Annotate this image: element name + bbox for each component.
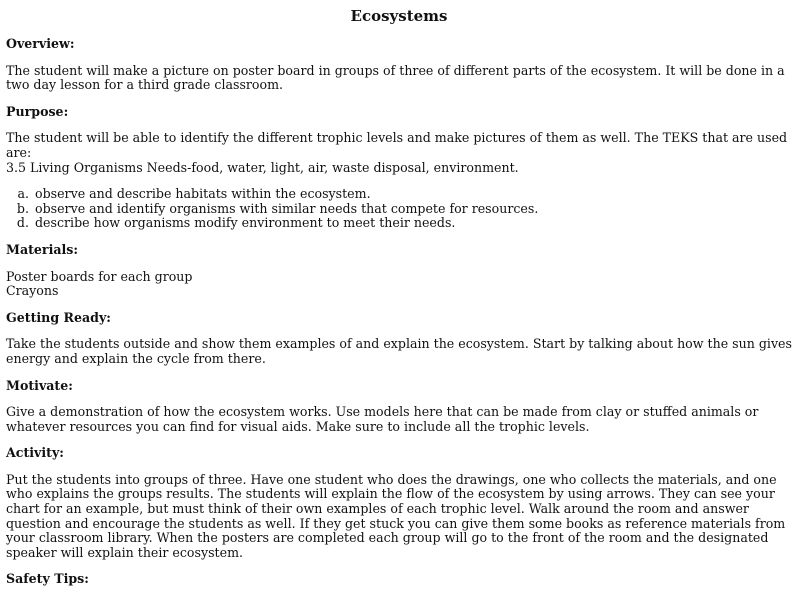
list-item: b. observe and identify organisms with similar needs that compete for resources. xyxy=(33,202,792,217)
list-item: a. observe and describe habitats within the ecosystem. xyxy=(33,187,792,202)
activity-heading: Activity: xyxy=(6,445,64,461)
teks-list xyxy=(6,187,792,231)
materials-heading: Materials: xyxy=(6,241,79,257)
motivate-text: Give a demonstration of how the ecosystem works. Use models here that can be made from clay or stuffed animals or whatever resources you can find for visual aids. Make sure to include all the trophic levels. xyxy=(6,404,759,434)
getting-ready-text: Take the students outside and show them examples of and explain the ecosystem. Start by talking about how the sun gives energy and explain the cycle from there. xyxy=(6,336,792,366)
activity-text: Put the students into groups of three. Have one student who does the drawings, one who collects the materials, and one who explains the groups results. The students will explain the flow of the ecosystem by using arrows. They can see your chart for an example, but must think of their own examples of each trophic level. Walk around the room and answer question and encourage the students as well. If they get stuck you can give them some books as reference materials from your classroom library. When the posters are completed each group will go to the front of the room and the designated speaker will explain their ecosystem. xyxy=(6,471,786,560)
safety-tips-heading: Safety Tips: xyxy=(6,571,89,587)
document-page xyxy=(6,8,792,599)
materials-line: Poster boards for each group xyxy=(6,268,193,284)
page-title: Ecosystems xyxy=(350,7,448,25)
motivate-heading: Motivate: xyxy=(6,377,73,393)
list-item: d. describe how organisms modify environment to meet their needs. xyxy=(33,216,792,231)
getting-ready-heading: Getting Ready: xyxy=(6,309,111,325)
teks-line: 3.5 Living Organisms Needs-food, water, light, air, waste disposal, environment. xyxy=(6,159,519,175)
overview-heading: Overview: xyxy=(6,36,75,51)
overview-text: The student will make a picture on poster board in groups of three of different parts of the ecosystem. It will be done in a two day lesson for a third grade classroom. xyxy=(6,62,785,93)
purpose-heading: Purpose: xyxy=(6,103,69,119)
materials-list xyxy=(6,270,792,299)
materials-line: Crayons xyxy=(6,283,59,299)
purpose-text: The student will be able to identify the different trophic levels and make pictures of them as well. The TEKS that are used are: xyxy=(6,130,788,160)
